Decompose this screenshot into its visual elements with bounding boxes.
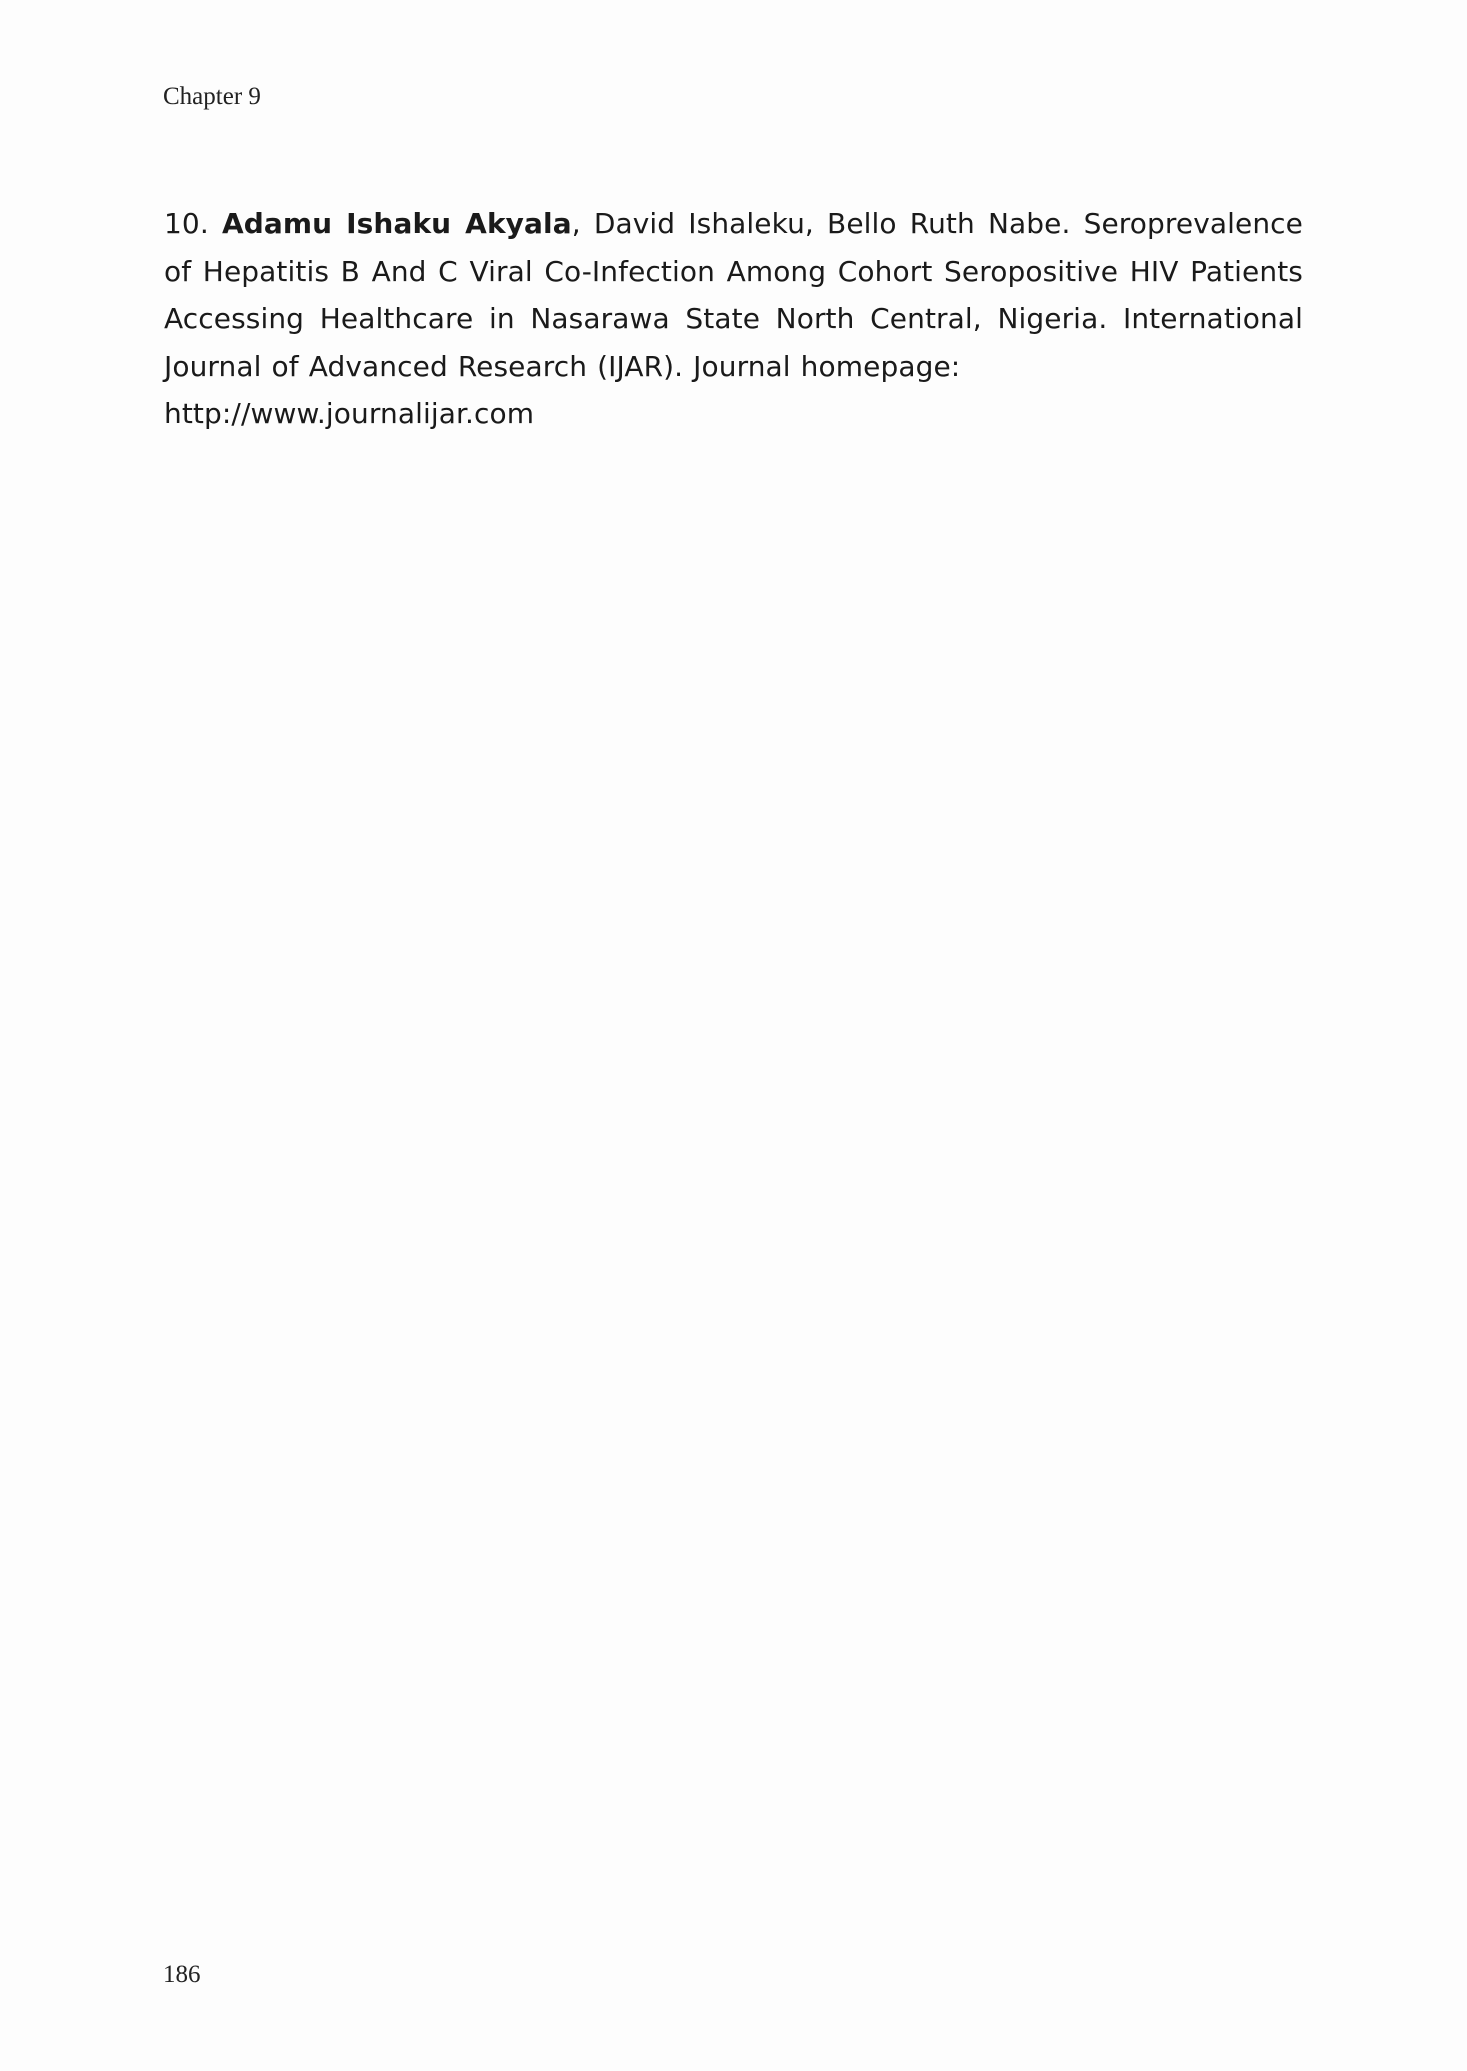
page-number: 186 xyxy=(163,1961,201,1988)
journal-url[interactable]: http://www.journalijar.com xyxy=(164,397,535,430)
reference-number: 10. xyxy=(164,207,209,240)
lead-author: Adamu Ishaku Akyala xyxy=(221,207,572,240)
reference-text: , David Ishaleku, Bello Ruth Nabe. Seroprevalence of Hepatitis B And C Viral Co-Infection Among Cohort Seropositive HIV Patients Accessing Healthcare in Nasarawa State North Central, Nigeria. International Journal of Advanced Research (IJAR). Journal homepage: xyxy=(164,207,1303,383)
reference-entry xyxy=(164,200,1303,438)
running-head: Chapter 9 xyxy=(163,83,261,110)
